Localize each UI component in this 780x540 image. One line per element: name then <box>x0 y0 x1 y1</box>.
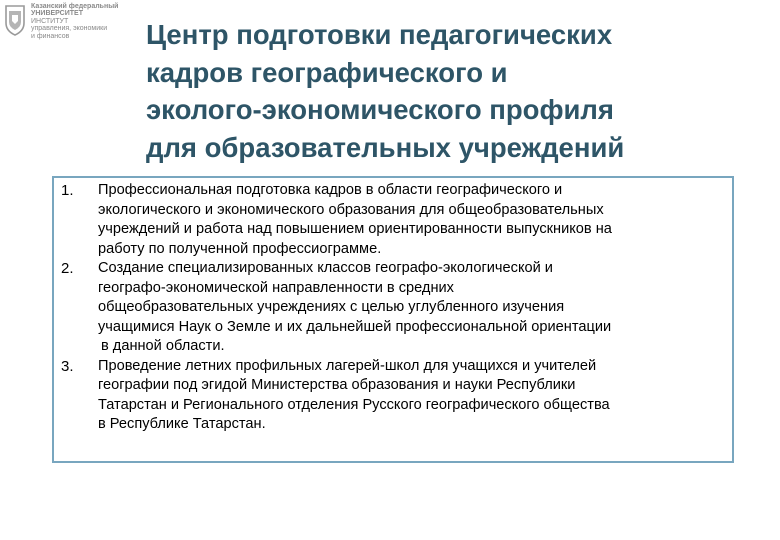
list-item-line: Профессиональная подготовка кадров в области географического и <box>98 182 563 198</box>
university-emblem-icon <box>4 3 26 37</box>
list-item-line: работу по полученной профессиограмме. <box>98 240 382 257</box>
list-item-number: 3. <box>61 357 74 375</box>
list-item-line: Создание специализированных классов географо-экологической и <box>98 260 553 276</box>
page-title <box>146 16 746 166</box>
list-item-number: 2. <box>61 260 74 277</box>
logo-line: ИНСТИТУТ <box>31 17 69 25</box>
content-box <box>52 176 734 463</box>
title-line: эколого-экономического профиля <box>146 94 614 125</box>
list-item-number: 1. <box>61 182 74 199</box>
logo-text <box>31 3 151 40</box>
list-item-line: учащимися Наук о Земле и их дальнейшей профессиональной ориентации <box>98 318 612 335</box>
list-item <box>54 259 732 357</box>
list-item-line: Татарстан и Регионального отделения Русского географического общества <box>98 396 610 413</box>
list-item-line: в Республике Татарстан. <box>98 416 266 432</box>
numbered-list <box>54 181 732 435</box>
logo-line: и финансов <box>31 32 70 40</box>
logo-line: управления, экономики <box>31 25 108 33</box>
university-logo <box>4 3 154 43</box>
list-item-line: в данной области. <box>101 338 225 354</box>
list-item <box>54 357 732 435</box>
list-item-line: экологического и экономического образования для общеобразовательных <box>98 201 604 218</box>
list-item-line: Проведение летних профильных лагерей-школ для учащихся и учителей <box>98 357 597 374</box>
logo-line: Казанский федеральный <box>31 3 119 10</box>
list-item-line: географо-экономической направленности в средних <box>98 279 454 296</box>
list-item-line: географии под эгидой Министерства образования и науки Республики <box>98 377 576 393</box>
list-item-line: учреждений и работа над повышением ориентированности выпускников на <box>98 221 612 237</box>
title-line: кадров географического и <box>146 56 508 88</box>
list-item-line: общеобразовательных учреждениях с целью углубленного изучения <box>98 299 565 315</box>
title-line: для образовательных учреждений <box>146 131 625 163</box>
list-item <box>54 181 732 259</box>
title-line: Центр подготовки педагогических <box>146 19 613 50</box>
logo-line: УНИВЕРСИТЕТ <box>31 10 83 18</box>
